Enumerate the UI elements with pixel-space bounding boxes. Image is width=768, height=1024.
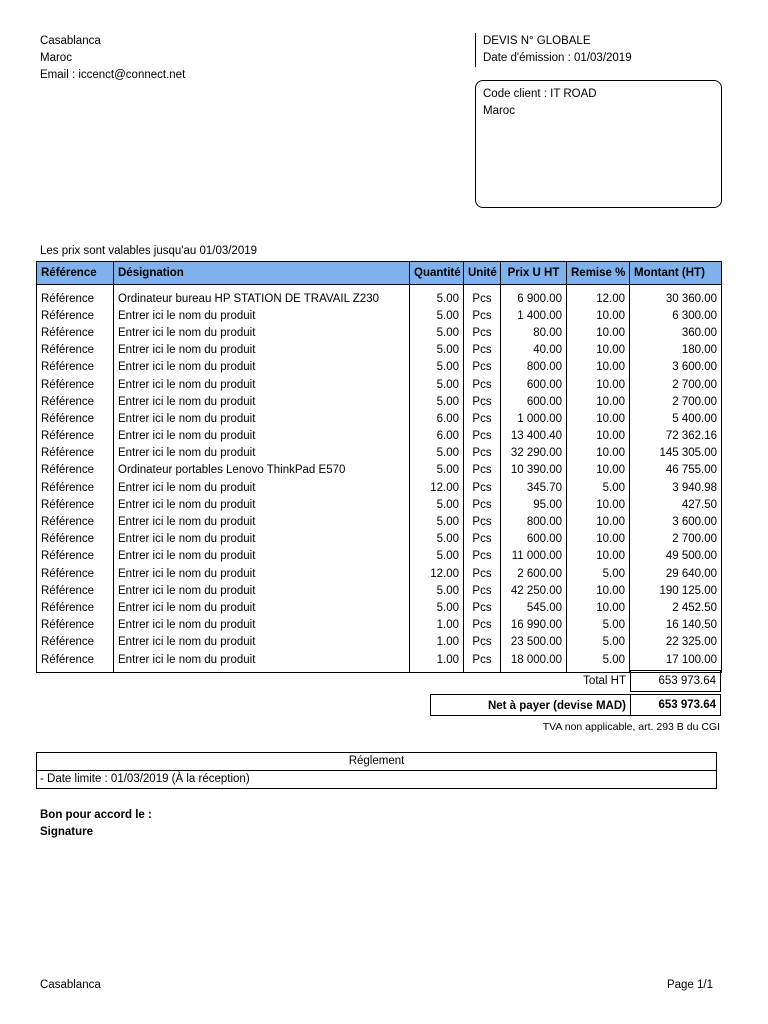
cell-amount: 3 600.00	[630, 359, 722, 376]
cell-discount: 10.00	[567, 342, 630, 359]
cell-designation: Entrer ici le nom du produit	[114, 582, 410, 599]
cell-unit-price: 18 000.00	[501, 651, 567, 673]
cell-unit: Pcs	[464, 410, 501, 427]
cell-designation: Entrer ici le nom du produit	[114, 496, 410, 513]
cell-unit-price: 2 600.00	[501, 565, 567, 582]
quote-number: DEVIS N° GLOBALE	[483, 35, 591, 47]
cell-unit-price: 32 290.00	[501, 445, 567, 462]
table-row	[37, 582, 722, 599]
cell-quantity: 6.00	[410, 410, 464, 427]
header-amount: Montant (HT)	[630, 262, 722, 285]
cell-unit-price: 16 990.00	[501, 617, 567, 634]
cell-unit: Pcs	[464, 428, 501, 445]
cell-reference: Référence	[37, 393, 114, 410]
cell-quantity: 5.00	[410, 462, 464, 479]
cell-amount: 46 755.00	[630, 462, 722, 479]
signature-label: Signature	[40, 826, 94, 838]
cell-discount: 10.00	[567, 462, 630, 479]
cell-reference: Référence	[37, 634, 114, 651]
cell-amount: 190 125.00	[630, 582, 722, 599]
cell-designation: Entrer ici le nom du produit	[114, 651, 410, 673]
cell-discount: 10.00	[567, 531, 630, 548]
cell-unit: Pcs	[464, 462, 501, 479]
cell-designation: Entrer ici le nom du produit	[114, 393, 410, 410]
header-unit-price: Prix U HT	[501, 262, 567, 285]
cell-amount: 2 700.00	[630, 393, 722, 410]
client-country: Maroc	[483, 105, 515, 117]
cell-discount: 5.00	[567, 479, 630, 496]
cell-designation: Entrer ici le nom du produit	[114, 359, 410, 376]
cell-unit-price: 80.00	[501, 324, 567, 341]
table-row	[37, 324, 722, 341]
cell-amount: 5 400.00	[630, 410, 722, 427]
cell-unit: Pcs	[464, 513, 501, 530]
cell-unit: Pcs	[464, 651, 501, 673]
cell-quantity: 5.00	[410, 548, 464, 565]
cell-unit: Pcs	[464, 376, 501, 393]
cell-reference: Référence	[37, 617, 114, 634]
cell-reference: Référence	[37, 599, 114, 616]
cell-designation: Entrer ici le nom du produit	[114, 531, 410, 548]
cell-unit: Pcs	[464, 393, 501, 410]
cell-quantity: 5.00	[410, 324, 464, 341]
cell-amount: 29 640.00	[630, 565, 722, 582]
table-row	[37, 342, 722, 359]
cell-designation: Entrer ici le nom du produit	[114, 565, 410, 582]
cell-quantity: 5.00	[410, 531, 464, 548]
cell-amount: 49 500.00	[630, 548, 722, 565]
cell-quantity: 5.00	[410, 599, 464, 616]
cell-unit: Pcs	[464, 359, 501, 376]
cell-amount: 2 700.00	[630, 531, 722, 548]
header-reference: Référence	[37, 262, 114, 285]
header-quantity: Quantité	[410, 262, 464, 285]
cell-quantity: 5.00	[410, 376, 464, 393]
cell-amount: 2 700.00	[630, 376, 722, 393]
vat-note: TVA non applicable, art. 293 B du CGI	[542, 721, 720, 733]
cell-unit: Pcs	[464, 634, 501, 651]
net-to-pay-label: Net à payer (devise MAD)	[430, 694, 630, 716]
cell-quantity: 12.00	[410, 479, 464, 496]
cell-designation: Entrer ici le nom du produit	[114, 428, 410, 445]
cell-quantity: 5.00	[410, 445, 464, 462]
cell-quantity: 5.00	[410, 496, 464, 513]
cell-amount: 2 452.50	[630, 599, 722, 616]
cell-quantity: 5.00	[410, 582, 464, 599]
cell-reference: Référence	[37, 496, 114, 513]
cell-unit-price: 13 400.40	[501, 428, 567, 445]
table-row	[37, 548, 722, 565]
table-row	[37, 410, 722, 427]
cell-discount: 10.00	[567, 599, 630, 616]
cell-discount: 10.00	[567, 307, 630, 324]
sender-country: Maroc	[40, 52, 72, 64]
quote-date: Date d'émission : 01/03/2019	[483, 52, 632, 64]
cell-quantity: 1.00	[410, 651, 464, 673]
cell-unit-price: 95.00	[501, 496, 567, 513]
cell-amount: 145 305.00	[630, 445, 722, 462]
items-table-body	[37, 285, 722, 673]
table-row	[37, 428, 722, 445]
approval-line: Bon pour accord le :	[40, 809, 152, 821]
cell-unit: Pcs	[464, 565, 501, 582]
cell-designation: Entrer ici le nom du produit	[114, 445, 410, 462]
cell-reference: Référence	[37, 513, 114, 530]
cell-discount: 10.00	[567, 428, 630, 445]
cell-unit-price: 600.00	[501, 376, 567, 393]
table-row	[37, 599, 722, 616]
cell-amount: 22 325.00	[630, 634, 722, 651]
header-unit: Unité	[464, 262, 501, 285]
cell-unit-price: 11 000.00	[501, 548, 567, 565]
cell-amount: 30 360.00	[630, 290, 722, 307]
cell-designation: Entrer ici le nom du produit	[114, 479, 410, 496]
net-to-pay-row	[430, 694, 721, 716]
items-table	[36, 261, 722, 673]
cell-quantity: 5.00	[410, 307, 464, 324]
cell-discount: 10.00	[567, 410, 630, 427]
cell-amount: 3 600.00	[630, 513, 722, 530]
cell-discount: 5.00	[567, 651, 630, 673]
table-row	[37, 307, 722, 324]
net-to-pay-value: 653 973.64	[630, 694, 721, 716]
cell-quantity: 5.00	[410, 513, 464, 530]
cell-reference: Référence	[37, 445, 114, 462]
total-ht-row	[430, 670, 721, 692]
cell-discount: 10.00	[567, 496, 630, 513]
cell-amount: 360.00	[630, 324, 722, 341]
header-designation: Désignation	[114, 262, 410, 285]
cell-designation: Entrer ici le nom du produit	[114, 617, 410, 634]
payment-block	[36, 752, 717, 789]
validity-note: Les prix sont valables jusqu'au 01/03/2019	[40, 245, 258, 257]
cell-quantity: 1.00	[410, 634, 464, 651]
cell-unit: Pcs	[464, 582, 501, 599]
cell-unit-price: 1 400.00	[501, 307, 567, 324]
cell-discount: 10.00	[567, 324, 630, 341]
items-table-header	[37, 262, 722, 285]
cell-designation: Entrer ici le nom du produit	[114, 599, 410, 616]
cell-amount: 180.00	[630, 342, 722, 359]
cell-unit-price: 600.00	[501, 531, 567, 548]
cell-unit-price: 800.00	[501, 513, 567, 530]
cell-designation: Entrer ici le nom du produit	[114, 548, 410, 565]
cell-discount: 10.00	[567, 359, 630, 376]
cell-unit: Pcs	[464, 290, 501, 307]
table-row	[37, 359, 722, 376]
table-row	[37, 496, 722, 513]
cell-reference: Référence	[37, 410, 114, 427]
table-row	[37, 376, 722, 393]
cell-amount: 6 300.00	[630, 307, 722, 324]
sender-block	[40, 33, 185, 84]
sender-city: Casablanca	[40, 35, 101, 47]
approval-block	[40, 807, 152, 841]
table-row	[37, 462, 722, 479]
cell-reference: Référence	[37, 548, 114, 565]
table-row	[37, 393, 722, 410]
header-discount: Remise %	[567, 262, 630, 285]
cell-designation: Entrer ici le nom du produit	[114, 513, 410, 530]
cell-amount: 72 362.16	[630, 428, 722, 445]
table-row	[37, 290, 722, 307]
cell-unit-price: 600.00	[501, 393, 567, 410]
cell-unit: Pcs	[464, 479, 501, 496]
cell-unit-price: 345.70	[501, 479, 567, 496]
cell-reference: Référence	[37, 531, 114, 548]
cell-unit: Pcs	[464, 531, 501, 548]
cell-unit-price: 10 390.00	[501, 462, 567, 479]
cell-discount: 10.00	[567, 513, 630, 530]
cell-designation: Entrer ici le nom du produit	[114, 342, 410, 359]
cell-reference: Référence	[37, 290, 114, 307]
cell-quantity: 12.00	[410, 565, 464, 582]
table-row	[37, 565, 722, 582]
client-code: Code client : IT ROAD	[483, 88, 597, 100]
cell-amount: 3 940.98	[630, 479, 722, 496]
cell-unit: Pcs	[464, 617, 501, 634]
cell-unit: Pcs	[464, 548, 501, 565]
cell-unit: Pcs	[464, 445, 501, 462]
cell-discount: 10.00	[567, 393, 630, 410]
cell-designation: Ordinateur bureau HP STATION DE TRAVAIL Z230	[114, 290, 410, 307]
cell-reference: Référence	[37, 307, 114, 324]
cell-reference: Référence	[37, 324, 114, 341]
total-ht-label: Total HT	[583, 675, 626, 687]
cell-amount: 427.50	[630, 496, 722, 513]
cell-discount: 5.00	[567, 617, 630, 634]
table-row	[37, 513, 722, 530]
cell-designation: Entrer ici le nom du produit	[114, 376, 410, 393]
cell-designation: Entrer ici le nom du produit	[114, 634, 410, 651]
cell-quantity: 6.00	[410, 428, 464, 445]
client-box	[475, 80, 722, 208]
cell-reference: Référence	[37, 582, 114, 599]
cell-discount: 10.00	[567, 445, 630, 462]
cell-discount: 10.00	[567, 548, 630, 565]
cell-quantity: 1.00	[410, 617, 464, 634]
cell-discount: 5.00	[567, 634, 630, 651]
cell-unit: Pcs	[464, 342, 501, 359]
cell-unit: Pcs	[464, 324, 501, 341]
cell-discount: 5.00	[567, 565, 630, 582]
cell-reference: Référence	[37, 376, 114, 393]
cell-unit-price: 1 000.00	[501, 410, 567, 427]
cell-unit-price: 800.00	[501, 359, 567, 376]
cell-unit: Pcs	[464, 307, 501, 324]
quote-header	[475, 33, 632, 67]
cell-unit-price: 545.00	[501, 599, 567, 616]
cell-discount: 12.00	[567, 290, 630, 307]
cell-reference: Référence	[37, 342, 114, 359]
cell-reference: Référence	[37, 359, 114, 376]
cell-amount: 17 100.00	[630, 651, 722, 673]
cell-unit-price: 23 500.00	[501, 634, 567, 651]
cell-reference: Référence	[37, 565, 114, 582]
cell-quantity: 5.00	[410, 342, 464, 359]
cell-discount: 10.00	[567, 582, 630, 599]
table-row	[37, 531, 722, 548]
page-number: Page 1/1	[666, 979, 713, 991]
cell-unit-price: 40.00	[501, 342, 567, 359]
table-row	[37, 634, 722, 651]
cell-unit-price: 42 250.00	[501, 582, 567, 599]
cell-quantity: 5.00	[410, 359, 464, 376]
cell-quantity: 5.00	[410, 393, 464, 410]
cell-reference: Référence	[37, 651, 114, 673]
cell-designation: Entrer ici le nom du produit	[114, 324, 410, 341]
cell-amount: 16 140.50	[630, 617, 722, 634]
footer-city: Casablanca	[40, 979, 101, 991]
table-row	[37, 479, 722, 496]
cell-reference: Référence	[37, 428, 114, 445]
payment-title: Réglement	[37, 753, 716, 771]
cell-designation: Entrer ici le nom du produit	[114, 410, 410, 427]
table-row	[37, 617, 722, 634]
cell-quantity: 5.00	[410, 290, 464, 307]
cell-unit-price: 6 900.00	[501, 290, 567, 307]
table-row	[37, 445, 722, 462]
cell-reference: Référence	[37, 462, 114, 479]
cell-designation: Ordinateur portables Lenovo ThinkPad E570	[114, 462, 410, 479]
cell-unit: Pcs	[464, 496, 501, 513]
cell-designation: Entrer ici le nom du produit	[114, 307, 410, 324]
payment-term: - Date limite : 01/03/2019 (À la réception)	[40, 773, 250, 785]
cell-unit: Pcs	[464, 599, 501, 616]
total-ht-value: 653 973.64	[630, 670, 721, 692]
cell-reference: Référence	[37, 479, 114, 496]
sender-email: Email : iccenct@connect.net	[40, 69, 186, 81]
cell-discount: 10.00	[567, 376, 630, 393]
